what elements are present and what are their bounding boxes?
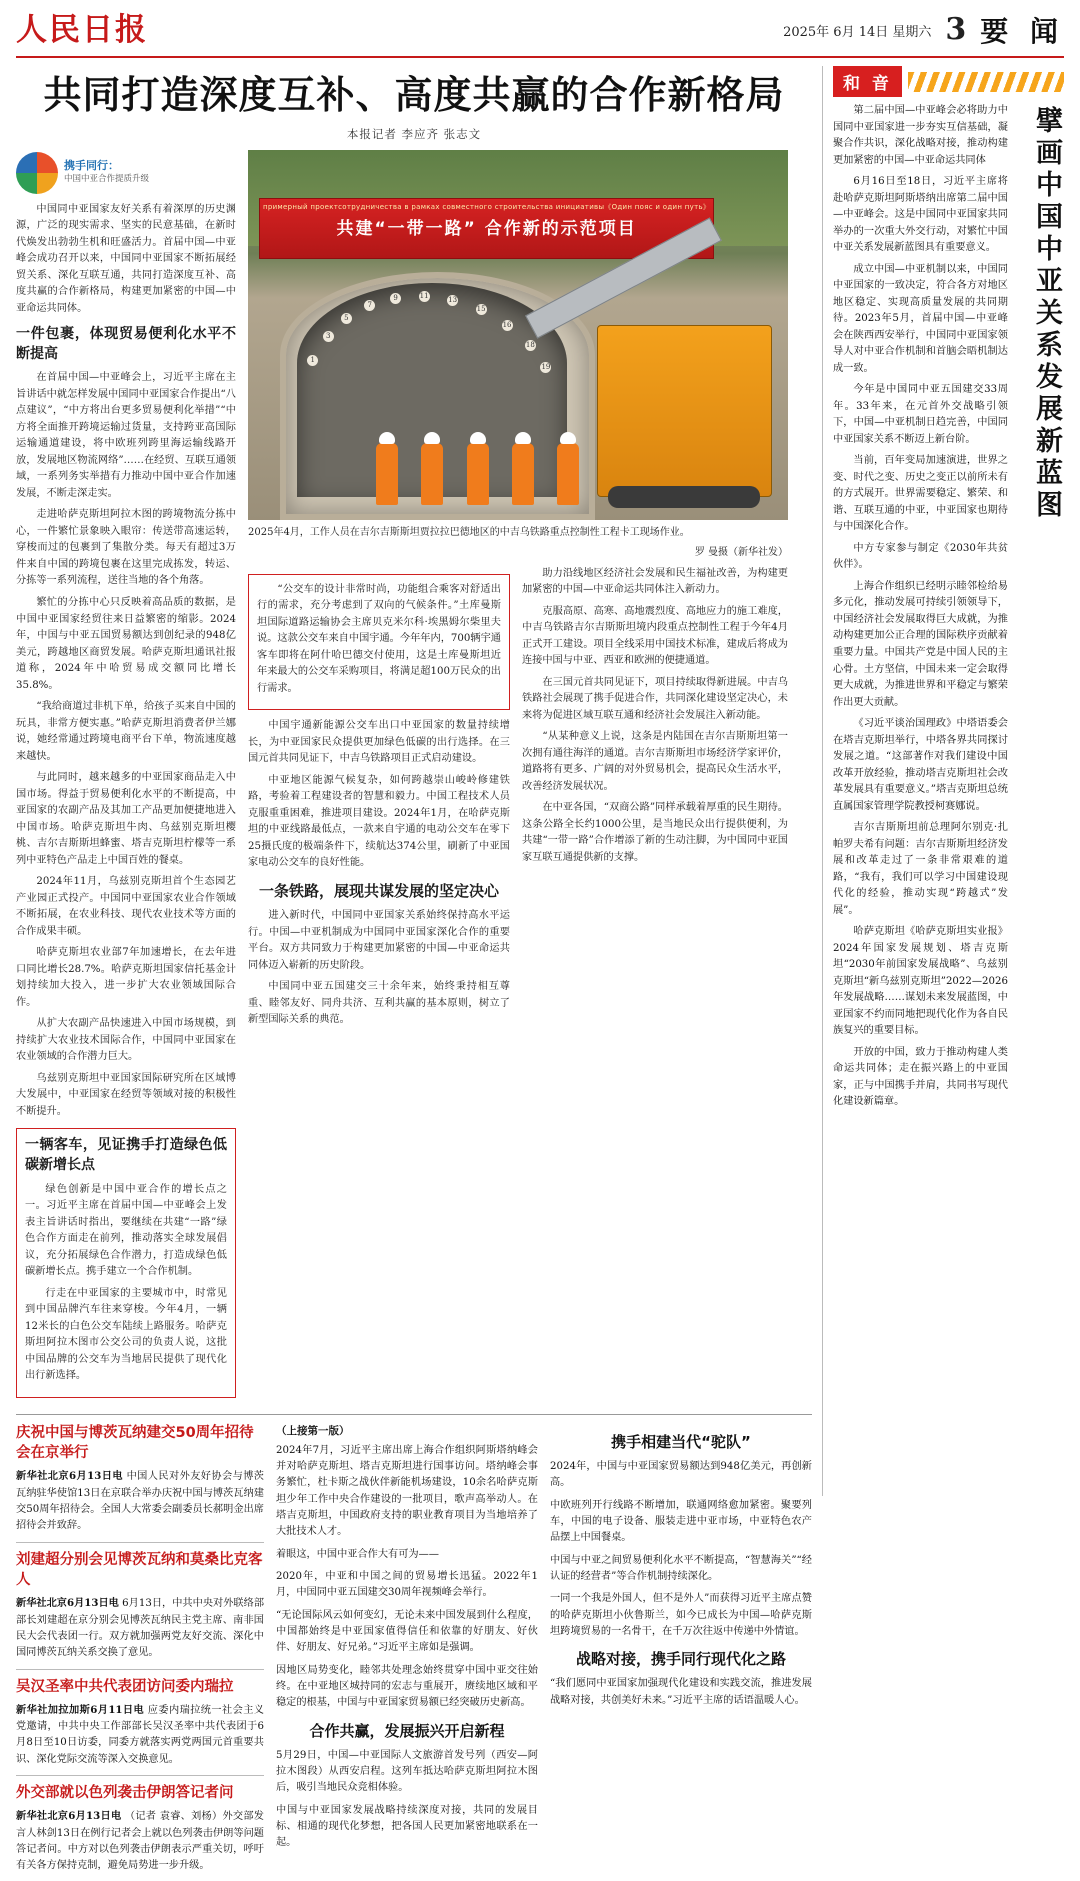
subheading: 合作共赢，发展振兴开启新程 xyxy=(309,1721,505,1740)
paragraph: 当前，百年变局加速演进，世界之变、时代之变、历史之变正以前所未有的方式展开。世界需要稳定、繁荣、和谐、互联互通的中亚，中亚国家也期待与中国深化合作。 xyxy=(833,455,1008,533)
news-text: 6月13日，中共中央对外联络部部长刘建超在京分别会见博茨瓦纳民主党主席、南非国民大会代表团一行。双方就加强两党友好交流、深化中国同博茨瓦纳关系交换了意见。 xyxy=(16,1598,265,1659)
news-title[interactable]: 庆祝中国与博茨瓦纳建交50周年招待会在京举行 xyxy=(16,1424,254,1462)
masthead xyxy=(16,10,1064,58)
paragraph: 在首届中国—中亚峰会上，习近平主席在主旨讲话中就怎样发展中国同中亚国家合作提出“八点建议”，“中方将出台更多贸易便利化举措”“中方将全面推开跨境运输过货量，支持跨亚高国际运输通道建设，将中欧班列跨里海运输线路开放，发展地区物流网络”……在经贸、互联互通领域，一系列务实举措有力推动中国中亚合作加速发展，不断走深走实。 xyxy=(16,372,236,499)
opinion-column xyxy=(822,66,1064,1496)
paragraph: 克服高原、高寒、高地震烈度、高地应力的施工难度，中吉乌铁路吉尔吉斯斯坦境内段重点控制性工程于今年4月正式开工建设。项目全线采用中国技术标准，建成后将成为连接中国与中亚、西亚和欧洲的便捷通道。 xyxy=(522,605,788,667)
heyin-header xyxy=(833,66,1064,97)
column-photo-area xyxy=(248,150,808,1406)
paragraph: 着眼这，中国中亚合作大有可为—— xyxy=(276,1548,439,1560)
paragraph: 哈萨克斯坦农业部7年加速增长，在去年进口同比增长28.7%。哈萨克斯坦国家信托基金计划持续加大投入，进一步扩大农业领域国际合作。 xyxy=(16,947,236,1008)
news-text: （记者 袁睿、刘杨）外交部发言人林剑13日在例行记者会上就以色列袭击伊朗等问题答记者问。中方对以色列袭击伊朗表示严重关切，呼吁有关各方保持克制，避免局势进一步升级。 xyxy=(16,1811,264,1872)
masthead-right xyxy=(783,10,1064,50)
page-grid xyxy=(16,66,1064,1872)
paragraph: 进入新时代，中国同中亚国家关系始终保持高水平运行。中国—中亚机制成为中国同中亚国家深化合作的重要平台。双方共同致力于构建更加紧密的中国—中亚命运共同体迈入崭新的历史阶段。 xyxy=(248,910,510,971)
paragraph: 《习近平谈治国理政》中塔语委会在塔吉克斯坦举行，中塔各界共同探讨发展之道。“这部著作对我们建设中国改革开放经验，推动塔吉克斯坦社会改革发展具有重要意义。”塔吉克斯坦总统直属国家管理学院教授柯赛娜说。 xyxy=(833,718,1008,812)
globe-icon xyxy=(16,152,58,194)
photo-caption: 2025年4月，工作人员在吉尔吉斯斯坦贾拉拉巴德地区的中吉乌铁路重点控制性工程卡工现场作业。 xyxy=(248,526,690,538)
paragraph: 在中亚各国，“双商公路”同样承载着厚重的民生期待。这条公路全长约1000公里，是当地民众出行提供便利，为共建“一带一路”合作增添了新的生动注脚，为中国同中亚国家互联互通提供新的支撑。 xyxy=(522,802,788,863)
section-title: 要 闻 xyxy=(980,15,1064,48)
news-title[interactable]: 外交部就以色列袭击伊朗答记者问 xyxy=(16,1785,234,1802)
photo-banner xyxy=(259,198,715,259)
news-body xyxy=(16,1595,264,1661)
news-title[interactable]: 吴汉圣率中共代表团访问委内瑞拉 xyxy=(16,1678,234,1695)
series-badge xyxy=(16,152,236,194)
news-body xyxy=(16,1808,264,1874)
paragraph: 6月16日至18日，习近平主席将赴哈萨克斯坦阿斯塔纳出席第二届中国—中亚峰会。这是中国同中亚国家共同举办的一次重大外交行动，对繁忙中国中亚关系发展新蓝图具有重要意义。 xyxy=(833,176,1008,254)
paragraph: 助力沿线地区经济社会发展和民生福祉改善，为构建更加紧密的中国—中亚命运共同体注入新动力。 xyxy=(522,567,788,596)
photo-workers xyxy=(367,394,594,505)
divider xyxy=(16,1542,264,1543)
byline: 本报记者 李应齐 张志文 xyxy=(346,126,482,141)
subheading: 一件包裹，体现贸易便利化水平不断提高 xyxy=(16,326,236,362)
highlight-box-2 xyxy=(248,574,510,711)
highlight-box xyxy=(16,1128,236,1397)
news-block-1 xyxy=(16,1423,264,1881)
paragraph: 成立中国—中亚机制以来，中国同中亚国家的一致决定，符合各方对地区地区稳定、实现高质量发展的共同期待。2023年5月，首届中国—中亚峰会在陕西西安举行，中国同中亚国家领导人对中亚合作机制和首脑会晤机制达成一致。 xyxy=(833,263,1008,374)
paragraph: 中国同中亚五国建交三十余年来，始终秉持相互尊重、睦邻友好、同舟共济、互利共赢的基本原则，树立了新型国际关系的典范。 xyxy=(248,981,510,1026)
news-agency: 新华社北京6月13日电 xyxy=(16,1597,119,1610)
decorative-stripes-icon xyxy=(908,72,1064,92)
news-title[interactable]: 刘建超分别会见博茨瓦纳和莫桑比克客人 xyxy=(16,1551,263,1588)
photo-bolt-markers: 1 3 5 7 9 11 13 15 16 18 19 xyxy=(302,286,561,397)
banner-russian-text: примерный проектсотрудничества в рамках совместного строительства инициативы《Один пояс и один путь》 xyxy=(262,202,711,211)
subheading: 战略对接，携手同行现代化之路 xyxy=(575,1650,786,1669)
paragraph: 2024年11月，乌兹别克斯坦首个生态园艺产业园正式投产。中国同中亚国家农业合作领域不断拓展，在农业科技、现代农业技术等方面的合作成果丰硕。 xyxy=(16,876,236,937)
paragraph: 中国同中亚国家友好关系有着深厚的历史渊源，广泛的现实需求、坚实的民意基础，在新时代焕发出勃勃生机和旺盛活力。首届中国—中亚峰会成功召开以来，中国同中亚国家不断拓展经贸关系、深化互联互通，共同打造深度互补、高度共赢的合作新格局，构建更加紧密的中国—中亚命运共同体。 xyxy=(16,203,236,314)
divider xyxy=(16,1775,264,1776)
news-text: 应委内瑞拉统一社会主义党邀请，中共中央工作部部长吴汉圣率中共代表团于6月8日至10日访委，同委方就落实两党两国元首重要共识、深化党际交流等深入交换意见。 xyxy=(16,1704,264,1765)
divider xyxy=(16,1669,264,1670)
paragraph: 上海合作组织已经明示睦邻检给易多元化，推动发展可持续引领领导下，中国经济社会发展取得巨大成就，为推动构建更加公正合理的国际秩序贡献着重要力量。中国共产党是中国人民的主心骨。土方坚信，中国未来一定会取得更大成就，为推进世界和平稳定与繁荣作出更大贡献。 xyxy=(833,580,1008,708)
paragraph: 与此同时，越来越多的中亚国家商品走入中国市场。得益于贸易便利化水平的不断提高，中亚国家的农副产品及其加工产品更加便捷地进入中国市场。哈萨克斯坦牛肉、乌兹别克斯坦樱桃、吉尔吉斯斯坦蜂蜜、塔吉克斯坦柠檬等一系列中亚特色产品走上中国百姓的餐桌。 xyxy=(16,772,236,866)
paragraph: “我给商道过非机下单，给孩子买来自中国的玩具，非常方便实惠。”哈萨克斯坦消费者伊兰娜说，她经常通过跨境电商平台下单，物流速度越来越快。 xyxy=(16,701,236,762)
paragraph: 中欧班列开行线路不断增加，联通网络愈加紧密。聚要列车，中国的电子设备、服装走进中亚市场，中亚特色农产品摆上中国餐桌。 xyxy=(550,1499,812,1544)
paragraph: “我们愿同中亚国家加强现代化建设和实践交流，推进发展战略对接，共创美好未来。”习近平主席的话语温暖人心。 xyxy=(550,1678,812,1706)
column-2 xyxy=(248,566,510,1034)
opinion-body xyxy=(833,103,1008,1111)
series-badge-title: 携手同行： xyxy=(64,159,119,173)
paragraph: 一同一个我是外国人，但不是外人”而获得习近平主席点赞的哈萨克斯坦小伙鲁斯兰，如今已成长为中国—哈萨克斯坦跨境贸易的一名骨干，在千万次往返中传递中外情谊。 xyxy=(550,1593,812,1637)
paragraph: “从某种意义上说，这条是内陆国在吉尔吉斯斯坦第一次拥有通往海洋的通道。吉尔吉斯斯坦市场经济学家评价，道路将有更多、广阔的对外贸易机会，提高民众生活水平，改善经济发展状况。 xyxy=(522,731,788,792)
opinion-title: 擘画中国中亚关系发展新蓝图 xyxy=(1031,106,1062,522)
subheading: 一辆客车，见证携手打造绿色低碳新增长点 xyxy=(25,1137,227,1174)
sub-columns xyxy=(248,566,808,1034)
continuation-note: （上接第一版） xyxy=(276,1424,350,1437)
paragraph: 乌兹别克斯坦中亚国家国际研究所在区域博大发展中，中亚国家在经贸等领域对接的积极性不断提升。 xyxy=(16,1072,236,1117)
series-badge-label xyxy=(64,159,149,185)
subheading: 携手相建当代“驼队” xyxy=(611,1432,751,1451)
paragraph: 中方专家参与制定《2030年共贫伙伴》。 xyxy=(833,542,1008,571)
paragraph: 开放的中国，致力于推动构建人类命运共同体；走在振兴路上的中亚国家，正与中国携手并肩，共同书写现代化建设新篇章。 xyxy=(833,1046,1008,1108)
paragraph: “无论国际风云如何变幻，无论未来中国发展到什么程度，中国都始终是中亚国家值得信任和依靠的好朋友、好伙伴、好朋友、好兄弟。”习近平主席如是强调。 xyxy=(276,1609,538,1654)
paragraph: 中国与中亚之间贸易便利化水平不断提高，“智慧海关”“经认证的经营者”等合作机制持续深化。 xyxy=(550,1554,812,1582)
paragraph: 繁忙的分拣中心只反映着高品质的数据，是中国中亚国家经贸往来日益繁密的缩影。2024年，中国与中亚五国贸易额达到创纪录的948亿美元，跨越地区商贸发展。哈萨克斯坦通讯社报道称，2024年中哈贸易成交额同比增长35.8%。 xyxy=(16,597,236,691)
photo-credit: 罗 曼摄（新华社发） xyxy=(694,546,788,558)
paragraph: 吉尔吉斯斯坦前总理阿尔别克·扎帕罗夫希有问题：吉尔吉斯斯坦经济发展和改革走过了一条非常艰难的道路，“我有，我们可以学习中国建设现代化的经验，推动实现“跨越式”发展”。 xyxy=(833,822,1008,916)
paragraph: 2024年7月，习近平主席出席上海合作组织阿斯塔纳峰会并对哈萨克斯坦、塔吉克斯坦进行国事访问。塔纳峰会事务繁忙，杜卡斯之战伙伴新能机场建设，10余名哈萨克斯坦少年工作中央合作建设的一批项目，歌声高举动人。在塔吉克斯坦，中国政府支持的职业教育项目为当地培养了大批技术人才。 xyxy=(276,1444,538,1538)
banner-chinese-text: 共建“一带一路” 合作新的示范项目 xyxy=(336,218,637,239)
paragraph: 走进哈萨克斯坦阿拉木图的跨境物流分拣中心，一件繁忙景象映入眼帘：传送带高速运转，穿梭而过的包裹到了集散分类。每天有超过3万件来自中国的跨境包裹在这里完成拣发，转运、分拣等一系列流程，送往当地的各个角落。 xyxy=(16,509,236,587)
page-title: 共同打造深度互补、高度共赢的合作新格局 xyxy=(43,73,785,117)
news-agency: 新华社加拉加斯6月11日电 xyxy=(16,1703,145,1716)
paragraph: 行走在中亚国家的主要城市中，时常见到中国品牌汽车往来穿梭。今年4月，一辆12米长的白色公交车陆续上路服务。哈萨克斯坦阿拉木图市公交公司的负责人说，这批中国品牌的公交车为当地居民提供了现代化出行新选择。 xyxy=(25,1287,227,1382)
publication-date: 2025年 6月 14日 星期六 xyxy=(783,24,932,40)
paragraph: 2020年，中亚和中国之间的贸易增长迅猛。2022年1月，中国同中亚五国建交30周年视频峰会举行。 xyxy=(276,1571,538,1599)
heyin-tag: 和 音 xyxy=(833,66,902,97)
column-3 xyxy=(522,566,788,1034)
paragraph: 因地区局势变化，睦邻共处理念始终贯穿中国中亚交往始终。在中亚地区城持同的宏志与重展开，赓续地区域和平稳定的根基，中国与中亚国家贸易额已经突破历史新高。 xyxy=(276,1664,538,1709)
paragraph: 5月29日，中国—中亚国际人文旅游首发号列（西安—阿拉木图段）从西安启程。这列车抵达哈萨克斯坦阿拉木图后，吸引当地民众竞相体验。 xyxy=(276,1749,538,1794)
news-block-3 xyxy=(550,1423,812,1881)
series-badge-sub: 中国中亚合作提质升级 xyxy=(64,174,150,185)
news-body xyxy=(16,1702,264,1768)
paragraph: 第二届中国—中亚峰会必将助力中国同中亚国家进一步夯实互信基础，凝聚合作共识，深化战略对接，推动构建更加紧密的中国—中亚命运共同体 xyxy=(833,105,1008,166)
page-number: 3 xyxy=(945,12,967,47)
paragraph: 从扩大农副产品快速进入中国市场规模，到持续扩大农业技术国际合作，中国同中亚国家在农业领域的合作潜力巨大。 xyxy=(16,1018,236,1063)
news-body xyxy=(16,1468,264,1534)
subheading: 一条铁路，展现共谋发展的坚定决心 xyxy=(258,881,499,900)
bottom-news-area xyxy=(16,1414,812,1881)
lead-photo-wrap xyxy=(248,150,788,558)
paragraph: “公交车的设计非常时尚，功能组合乘客对舒适出行的需求，充分考虑到了双向的气候条件。”土库曼斯坦国际道路运输协会主席贝克米尔科·埃黑姆尔柴里夫说。这款公交车来自中国宇通。今年年内，700辆宇通客车即将在阿什哈巴德交付使用，这是土库曼斯坦近年来最大的公交车采购项目，将满足超100万民众的出行需求。 xyxy=(257,583,501,694)
paragraph: 绿色创新是中国中亚合作的增长点之一。习近平主席在首届中国—中亚峰会上发表主旨讲话时指出，要继续在共建“一路”绿色合作方面走在前列，推动落实全球发展倡议，充分拓展绿色合作潜力，打造成绿色低碳新增长点。携手建立一个合作机制。 xyxy=(25,1183,227,1278)
news-agency: 新华社北京6月13日电 xyxy=(16,1810,122,1823)
news-block-2 xyxy=(276,1423,538,1881)
paragraph: 在三国元首共同见证下，项目持续取得新进展。中吉乌铁路社会展现了携手促进合作，共同深化建设坚定决心，未来将为促进区域互联互通和经济社会发展注入新动能。 xyxy=(522,676,788,721)
lead-columns xyxy=(16,150,812,1406)
paragraph: 2024年，中国与中亚国家贸易额达到948亿美元，再创新高。 xyxy=(550,1461,812,1489)
photo-drilling-rig xyxy=(597,325,772,497)
column-1 xyxy=(16,150,236,1406)
news-agency: 新华社北京6月13日电 xyxy=(16,1470,123,1483)
newspaper-logo: 人民日报 xyxy=(16,11,148,48)
paragraph: 中亚地区能源气候复杂，如何跨越崇山峻岭修建铁路，考验着工程建设者的智慧和毅力。中国工程技术人员克服重重困难，推进项目建设。2024年1月，在哈萨克斯坦的中亚线路最低点，一款来自宇通的电动公交车在零下25摄氏度的极端条件下，续航达374公里，刷新了中亚国家电动公交车的良好性能。 xyxy=(248,774,510,869)
paragraph: 哈萨克斯坦《哈萨克斯坦实业报》2024年国家发展规划、塔吉克斯坦“2030年前国家发展战略”、乌兹别克斯坦“新乌兹别克斯坦”2022—2026年发展战略……谋划未来发展蓝图，中亚国家不约而同地把现代化作为各自民族复兴的重要目标。 xyxy=(833,926,1008,1037)
lead-photo xyxy=(248,150,788,520)
paragraph: 中国宇通新能源公交车出口中亚国家的数量持续增长，为中亚国家民众提供更加绿色低碳的出行选择。在三国元首共同见证下，中吉乌铁路项目正式启动建设。 xyxy=(248,720,510,765)
news-text: 中国人民对外友好协会与博茨瓦纳驻华使馆13日在京联合举办庆祝中国与博茨瓦纳建交50周年招待会。全国人大常委会副委员长郝明金出席招待会并致辞。 xyxy=(16,1471,264,1532)
paragraph: 今年是中国同中亚五国建交33周年。33年来，在元首外交战略引领下，中国—中亚机制日趋完善，中国同中亚国家关系不断迈上新台阶。 xyxy=(833,384,1008,445)
paragraph: 中国与中亚国家发展战略持续深度对接，共同的发展目标、相通的现代化梦想，把各国人民更加紧密地联系在一起。 xyxy=(276,1804,538,1849)
main-article-area xyxy=(16,66,812,1872)
